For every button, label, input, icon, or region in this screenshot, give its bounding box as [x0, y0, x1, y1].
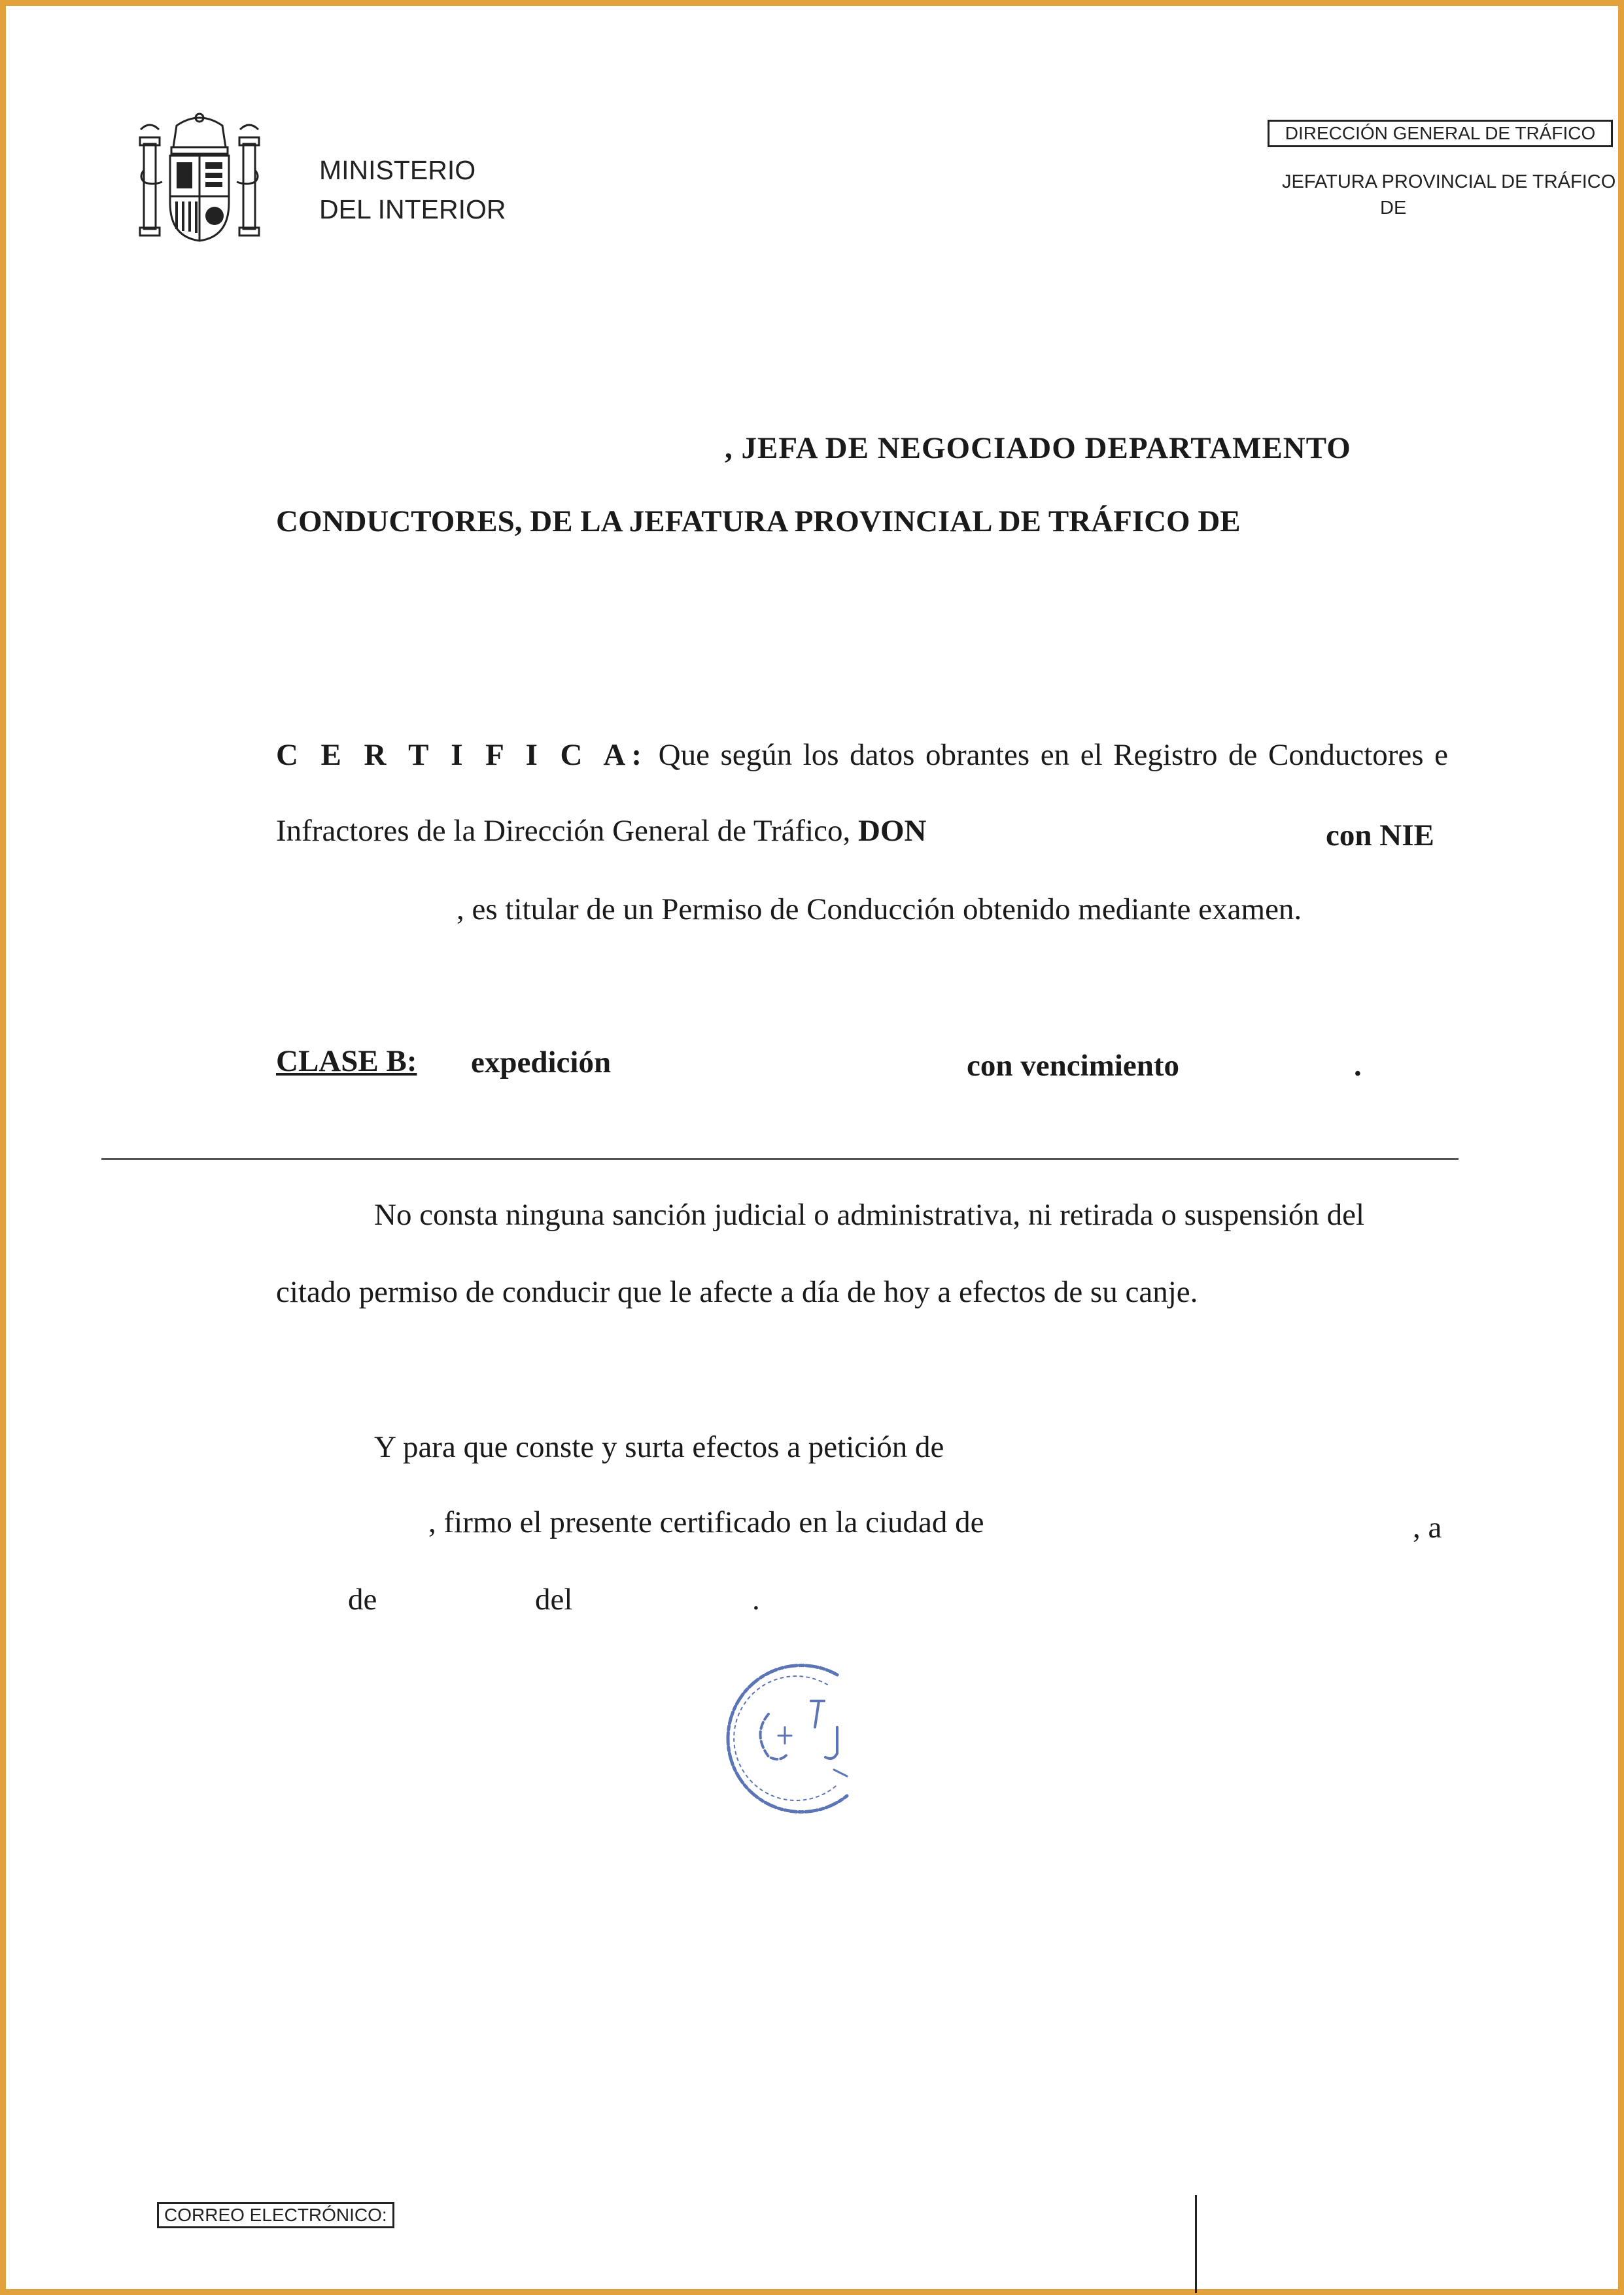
issue-date-label: expedición	[471, 1045, 612, 1079]
closing-line2-end: , a	[1413, 1511, 1442, 1545]
separator-line	[101, 1158, 1459, 1160]
certifica-line1	[276, 737, 1448, 773]
date-end-dot: .	[752, 1583, 760, 1617]
certifica-line2-text: Infractores de la Dirección General de Tráfico,	[276, 814, 851, 848]
certifica-keyword: C E R T I F I C A:	[276, 738, 648, 772]
ministry-line2: DEL INTERIOR	[319, 194, 506, 224]
license-end-dot: .	[1354, 1049, 1362, 1083]
dgt-header-box: DIRECCIÓN GENERAL DE TRÁFICO	[1268, 120, 1613, 147]
ministry-name	[319, 150, 506, 229]
signer-title-line1: , JEFA DE NEGOCIADO DEPARTAMENTO	[725, 431, 1351, 465]
certifica-line1-text: Que según los datos obrantes en el Registro de Conductores e	[658, 738, 1449, 772]
date-de-label: de	[348, 1583, 377, 1617]
sanctions-line2: citado permiso de conducir que le afecte a día de hoy a efectos de su canje.	[276, 1275, 1198, 1309]
coat-of-arms-icon	[137, 111, 262, 245]
closing-line1: Y para que conste y surta efectos a petición de	[374, 1430, 944, 1464]
email-label-box: CORREO ELECTRÓNICO:	[157, 2202, 394, 2228]
closing-line2: , firmo el presente certificado en la ciudad de	[428, 1505, 984, 1539]
date-del-label: del	[535, 1583, 573, 1617]
ministry-line1: MINISTERIO	[319, 155, 476, 185]
jefatura-line1: JEFATURA PROVINCIAL DE TRÁFICO	[1282, 171, 1616, 192]
footer-vertical-rule	[1195, 2195, 1197, 2293]
certifica-line3: , es titular de un Permiso de Conducción obtenido mediante examen.	[457, 892, 1302, 926]
expiry-date-label: con vencimiento	[967, 1049, 1180, 1083]
signer-title-line2: CONDUCTORES, DE LA JEFATURA PROVINCIAL DE TRÁFICO DE	[276, 504, 1241, 538]
license-class-label: CLASE B:	[276, 1044, 417, 1078]
official-stamp-icon	[706, 1655, 863, 1822]
jefatura-line2: DE	[1380, 198, 1407, 219]
certifica-line2	[276, 813, 926, 849]
sanctions-line1: No consta ninguna sanción judicial o administrativa, ni retirada o suspensión del	[374, 1198, 1365, 1232]
jefatura-header	[1282, 169, 1622, 221]
nie-label: con NIE	[1326, 818, 1434, 852]
don-label: DON	[858, 814, 927, 848]
